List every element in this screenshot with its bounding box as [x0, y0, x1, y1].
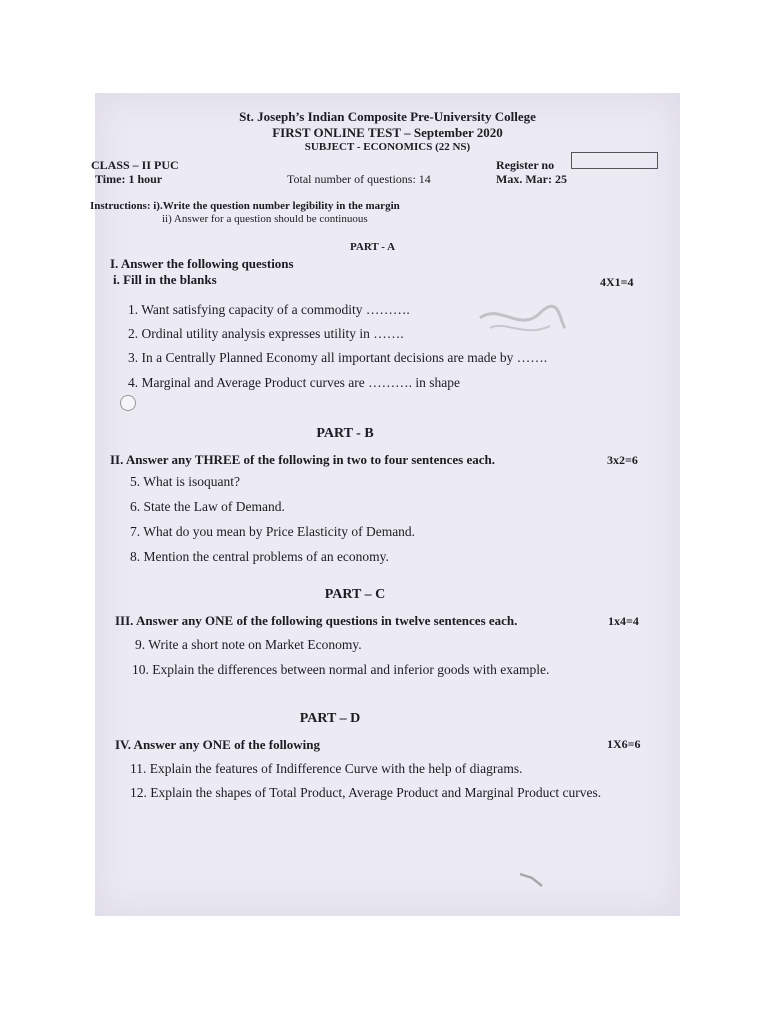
punch-hole	[120, 395, 136, 411]
part-d-section: IV. Answer any ONE of the following	[115, 737, 321, 752]
college-name: St. Joseph’s Indian Composite Pre-University College	[239, 109, 536, 124]
question-11: 11. Explain the features of Indifference Curve with the help of diagrams.	[130, 761, 523, 776]
register-no-label: Register no	[496, 158, 555, 172]
register-no-box	[571, 152, 658, 169]
question-12: 12. Explain the shapes of Total Product, Average Product and Marginal Product curves.	[130, 785, 602, 800]
part-c-title: PART – C	[324, 587, 386, 602]
instructions-line1	[90, 200, 400, 212]
part-a-marks: 4X1=4	[600, 275, 634, 289]
subject-line: SUBJECT - ECONOMICS (22 NS)	[304, 141, 471, 153]
question-7: 7. What do you mean by Price Elasticity of Demand.	[130, 524, 416, 539]
part-a-title: PART - A	[349, 241, 396, 253]
question-1: 1. Want satisfying capacity of a commodity ……….	[128, 302, 410, 317]
part-c-section: III. Answer any ONE of the following questions in twelve sentences each.	[115, 613, 518, 628]
part-d-marks: 1X6=6	[607, 737, 641, 751]
part-a-subsection: i. Fill in the blanks	[113, 272, 217, 287]
question-4: 4. Marginal and Average Product curves are ………. in shape	[128, 375, 461, 390]
question-9: 9. Write a short note on Market Economy.	[135, 637, 362, 652]
time-label: Time: 1 hour	[95, 172, 163, 186]
question-5: 5. What is isoquant?	[130, 474, 240, 489]
part-b-section: II. Answer any THREE of the following in two to four sentences each.	[110, 452, 495, 467]
question-8: 8. Mention the central problems of an economy.	[130, 549, 389, 564]
question-6: 6. State the Law of Demand.	[130, 499, 285, 514]
class-label: CLASS – II PUC	[91, 158, 179, 172]
part-c-marks: 1x4=4	[608, 614, 639, 628]
total-questions: Total number of questions: 14	[287, 172, 431, 186]
question-2: 2. Ordinal utility analysis expresses utility in …….	[128, 326, 404, 341]
part-d-title: PART – D	[299, 711, 361, 726]
bleed-through-smudge	[470, 298, 570, 338]
part-b-marks: 3x2=6	[607, 453, 638, 467]
pen-mark	[518, 870, 544, 888]
question-10: 10. Explain the differences between normal and inferior goods with example.	[132, 662, 550, 677]
question-3: 3. In a Centrally Planned Economy all important decisions are made by …….	[128, 350, 548, 365]
part-a-section: I. Answer the following questions	[110, 256, 294, 271]
part-b-title: PART - B	[316, 426, 374, 441]
max-marks: Max. Mar: 25	[496, 172, 567, 186]
instructions-line2: ii) Answer for a question should be continuous	[162, 213, 368, 225]
test-title: FIRST ONLINE TEST – September 2020	[272, 125, 503, 140]
instructions-text: Instructions: i).Write the question number legibility in the margin	[90, 200, 400, 212]
